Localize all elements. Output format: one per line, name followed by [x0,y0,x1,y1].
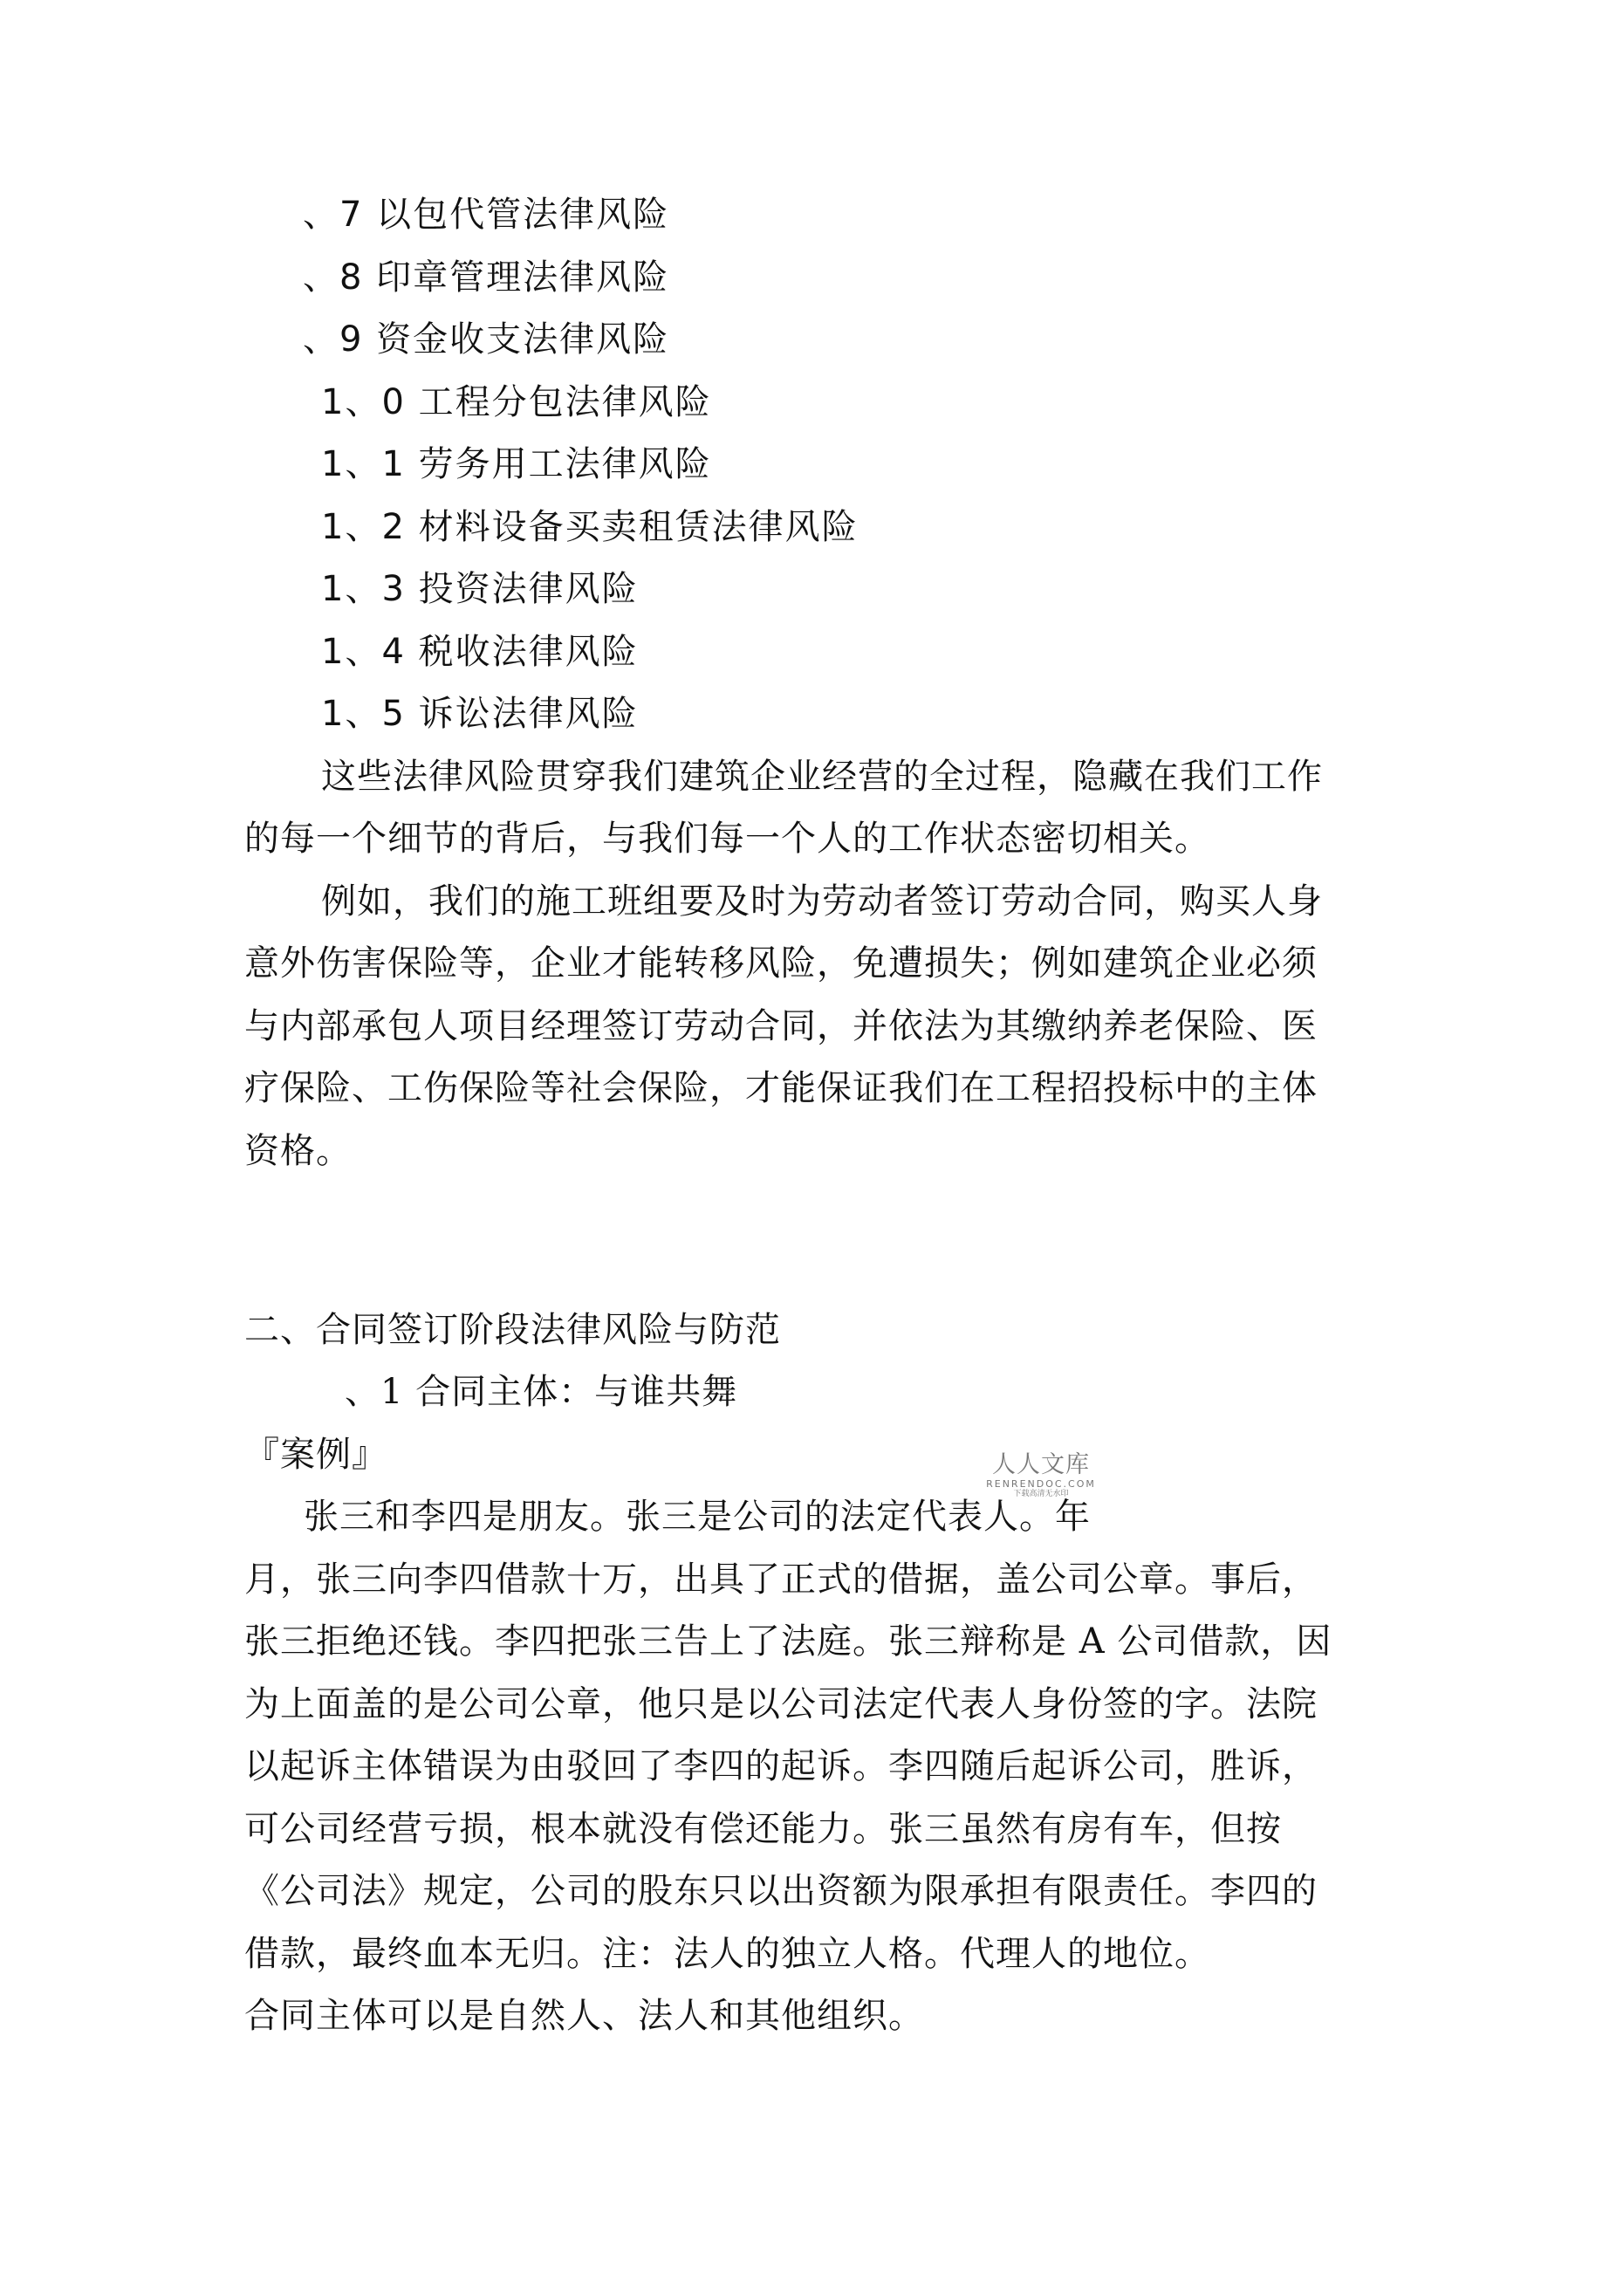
list-item: 1、0 工程分包法律风险 [321,382,712,422]
list-item: 1、1 劳务用工法律风险 [321,444,712,484]
paragraph-line: 资格。 [244,1131,352,1171]
list-item: 1、4 税收法律风险 [321,632,639,672]
paragraph-line: 月，张三向李四借款十万，出具了正式的借据，盖公司公章。事后， [244,1559,1318,1600]
paragraph-line: 可公司经营亏损，根本就没有偿还能力。张三虽然有房有车，但按 [244,1809,1282,1849]
paragraph-line: 借款，最终血本无归。注：法人的独立人格。代理人的地位。 [244,1934,1210,1974]
watermark-site: RENRENDOC.COM [986,1478,1096,1490]
paragraph-line: 疗保险、工伤保险等社会保险，才能保证我们在工程招投标中的主体 [244,1068,1318,1108]
list-item: 1、2 材料设备买卖租赁法律风险 [321,507,859,547]
section-title: 二、合同签订阶段法律风险与防范 [244,1310,781,1350]
list-item: 1、3 投资法律风险 [321,569,639,609]
paragraph-line: 张三和李四是朋友。张三是公司的法定代表人。年 [304,1497,1091,1537]
list-item: 、9 资金收支法律风险 [303,319,670,360]
watermark [984,1452,1098,1499]
watermark-tag: 下载高清无水印 [1013,1490,1069,1498]
paragraph-line: 的每一个细节的背后，与我们每一个人的工作状态密切相关。 [244,819,1210,859]
list-item: 、7 以包代管法律风险 [303,195,670,235]
paragraph-line: 合同主体可以是自然人、法人和其他组织。 [244,1996,924,2036]
paragraph-line: 《公司法》规定，公司的股东只以出资额为限承担有限责任。李四的 [244,1871,1318,1911]
paragraph-line: 例如，我们的施工班组要及时为劳动者签订劳动合同，购买人身 [321,881,1323,922]
list-item: 1、5 诉讼法律风险 [321,694,639,734]
paragraph-line: 为上面盖的是公司公章，他只是以公司法定代表人身份签的字。法院 [244,1684,1318,1724]
paragraph-line: 这些法律风险贯穿我们建筑企业经营的全过程，隐藏在我们工作 [321,757,1323,797]
paragraph-line: 张三拒绝还钱。李四把张三告上了法庭。张三辩称是 A 公司借款，因 [244,1621,1332,1662]
subsection-title: 、1 合同主体：与谁共舞 [345,1372,738,1412]
case-label: 『案例』 [244,1435,387,1475]
watermark-title: 人人文库 [992,1451,1090,1478]
list-item: 、8 印章管理法律风险 [303,257,670,298]
paragraph-line: 意外伤害保险等，企业才能转移风险，免遭损失；例如建筑企业必须 [244,943,1318,984]
paragraph-line: 与内部承包人项目经理签订劳动合同，并依法为其缴纳养老保险、医 [244,1006,1318,1046]
paragraph-line: 以起诉主体错误为由驳回了李四的起诉。李四随后起诉公司，胜诉， [244,1746,1318,1786]
